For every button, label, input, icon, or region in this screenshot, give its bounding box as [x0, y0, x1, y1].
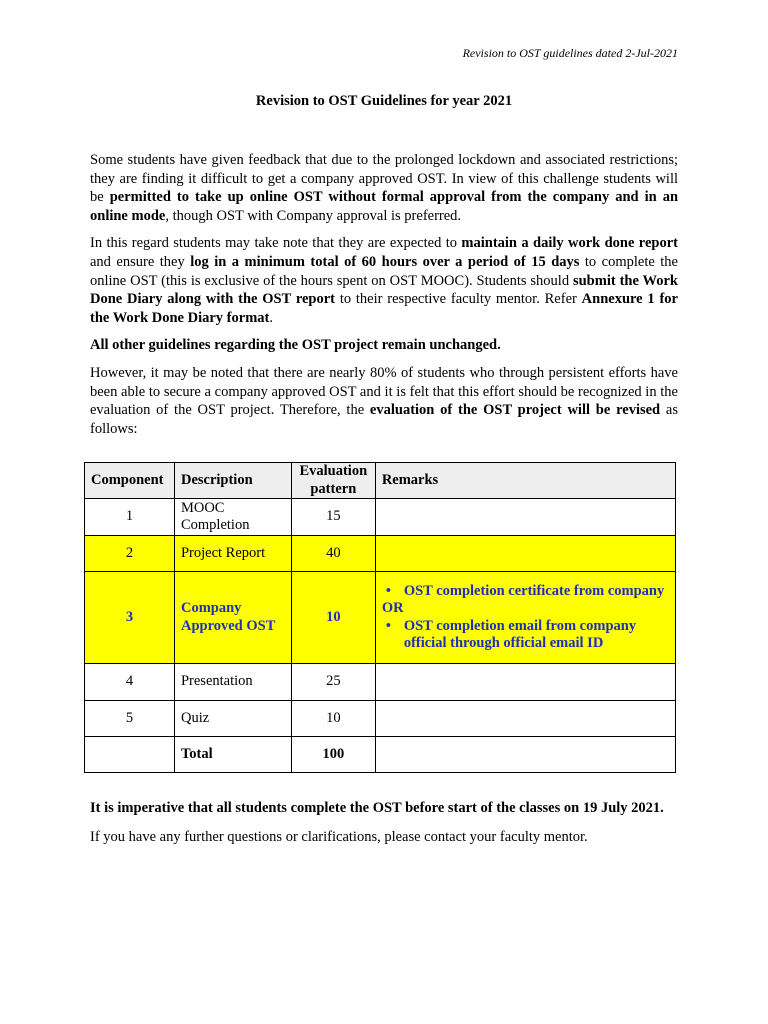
para2-text-4: to their respective faculty mentor. Refer: [335, 291, 582, 308]
paragraph-1: [90, 151, 678, 225]
table-row: [85, 499, 676, 536]
para4-text-1: However, it may be noted that there are nearly 80% of students who through persistent efforts have been able to secure a company approved OST and it is felt that this effort should be recognized in the evaluation of the OST project. Therefore, the: [90, 364, 678, 419]
remarks-item: • OST completion email from company official through official email ID: [404, 618, 669, 653]
cell-remarks: [375, 737, 675, 773]
evaluation-table: [84, 462, 676, 773]
remarks-or: OR: [381, 600, 404, 616]
cell-remarks: [375, 572, 675, 664]
remarks-list: [382, 583, 669, 601]
header-remarks: Remarks: [375, 463, 675, 499]
cell-evaluation: 10: [291, 701, 375, 737]
cell-description: Quiz: [174, 701, 291, 737]
cell-evaluation: 10: [291, 572, 375, 664]
para4-bold-1: evaluation of the OST project will be revised: [369, 402, 661, 419]
cell-description: MOOC Completion: [174, 499, 291, 536]
para2-bold-2: log in a minimum total of 60 hours over a period of 15 days: [190, 253, 580, 270]
cell-evaluation: 25: [291, 664, 375, 701]
para1-text-1: Some students have given feedback that due to the prolonged lockdown and associated restrictions; they are finding it difficult to get a company approved OST. In view of this challenge students will be: [90, 152, 678, 206]
footer-contact-note: If you have any further questions or clarifications, please contact your faculty mentor.: [90, 829, 588, 845]
cell-description: Project Report: [174, 536, 291, 572]
cell-component: 4: [85, 664, 175, 701]
cell-component: 2: [85, 536, 175, 572]
table-row-highlighted: [85, 536, 676, 572]
header-component: Component: [85, 463, 175, 499]
table-header-row: [85, 463, 676, 499]
remarks-item: • OST completion certificate from company: [404, 583, 669, 601]
page-title: Revision to OST Guidelines for year 2021: [255, 93, 513, 109]
total-value: 100: [291, 737, 375, 773]
para1-bold-1: permitted to take up online OST without formal approval from the company and in an online mode: [90, 189, 679, 224]
table-total-row: [85, 737, 676, 773]
paragraph-4: [90, 364, 678, 438]
para2-text-2: and ensure they: [90, 253, 191, 270]
table-row: [85, 664, 676, 701]
cell-component: 3: [85, 572, 175, 664]
para4-text-2: as follows:: [90, 402, 678, 437]
para2-text-3: to complete the online OST (this is exclusive of the hours spent on OST MOOC). Students should: [90, 253, 678, 289]
cell-remarks: [375, 536, 675, 572]
header-evaluation: Evaluation pattern: [291, 463, 375, 499]
para2-bold-1: maintain a daily work done report: [461, 235, 678, 252]
para2-text-1: In this regard students may take note that they are expected to: [90, 235, 462, 252]
cell-description: Presentation: [174, 664, 291, 701]
cell-remarks: [375, 664, 675, 701]
cell-evaluation: 40: [291, 536, 375, 572]
paragraph-2: [90, 234, 678, 327]
cell-component: [85, 737, 175, 773]
table-row: [85, 701, 676, 737]
remarks-list: [382, 618, 669, 653]
cell-remarks: [375, 499, 675, 536]
header-note: Revision to OST guidelines dated 2-Jul-2021: [462, 46, 678, 60]
cell-component: 5: [85, 701, 175, 737]
para1-text-2: , though OST with Company approval is preferred.: [165, 207, 462, 224]
cell-component: 1: [85, 499, 175, 536]
cell-description: Company Approved OST: [174, 572, 291, 664]
header-description: Description: [174, 463, 291, 499]
cell-evaluation: 15: [291, 499, 375, 536]
para2-bold-3: submit the Work Done Diary along with the OST report: [90, 272, 678, 308]
para2-text-5: .: [269, 309, 273, 326]
footer-imperative-note: It is imperative that all students complete the OST before start of the classes on 19 July 2021.: [90, 800, 664, 816]
body-text: [90, 151, 678, 447]
para2-bold-4: Annexure 1 for the Work Done Diary format: [90, 291, 678, 326]
total-label: Total: [174, 737, 291, 773]
para3-bold: All other guidelines regarding the OST project remain unchanged.: [90, 337, 501, 354]
paragraph-3: [90, 336, 678, 355]
table-row-highlighted: [85, 572, 676, 664]
cell-remarks: [375, 701, 675, 737]
